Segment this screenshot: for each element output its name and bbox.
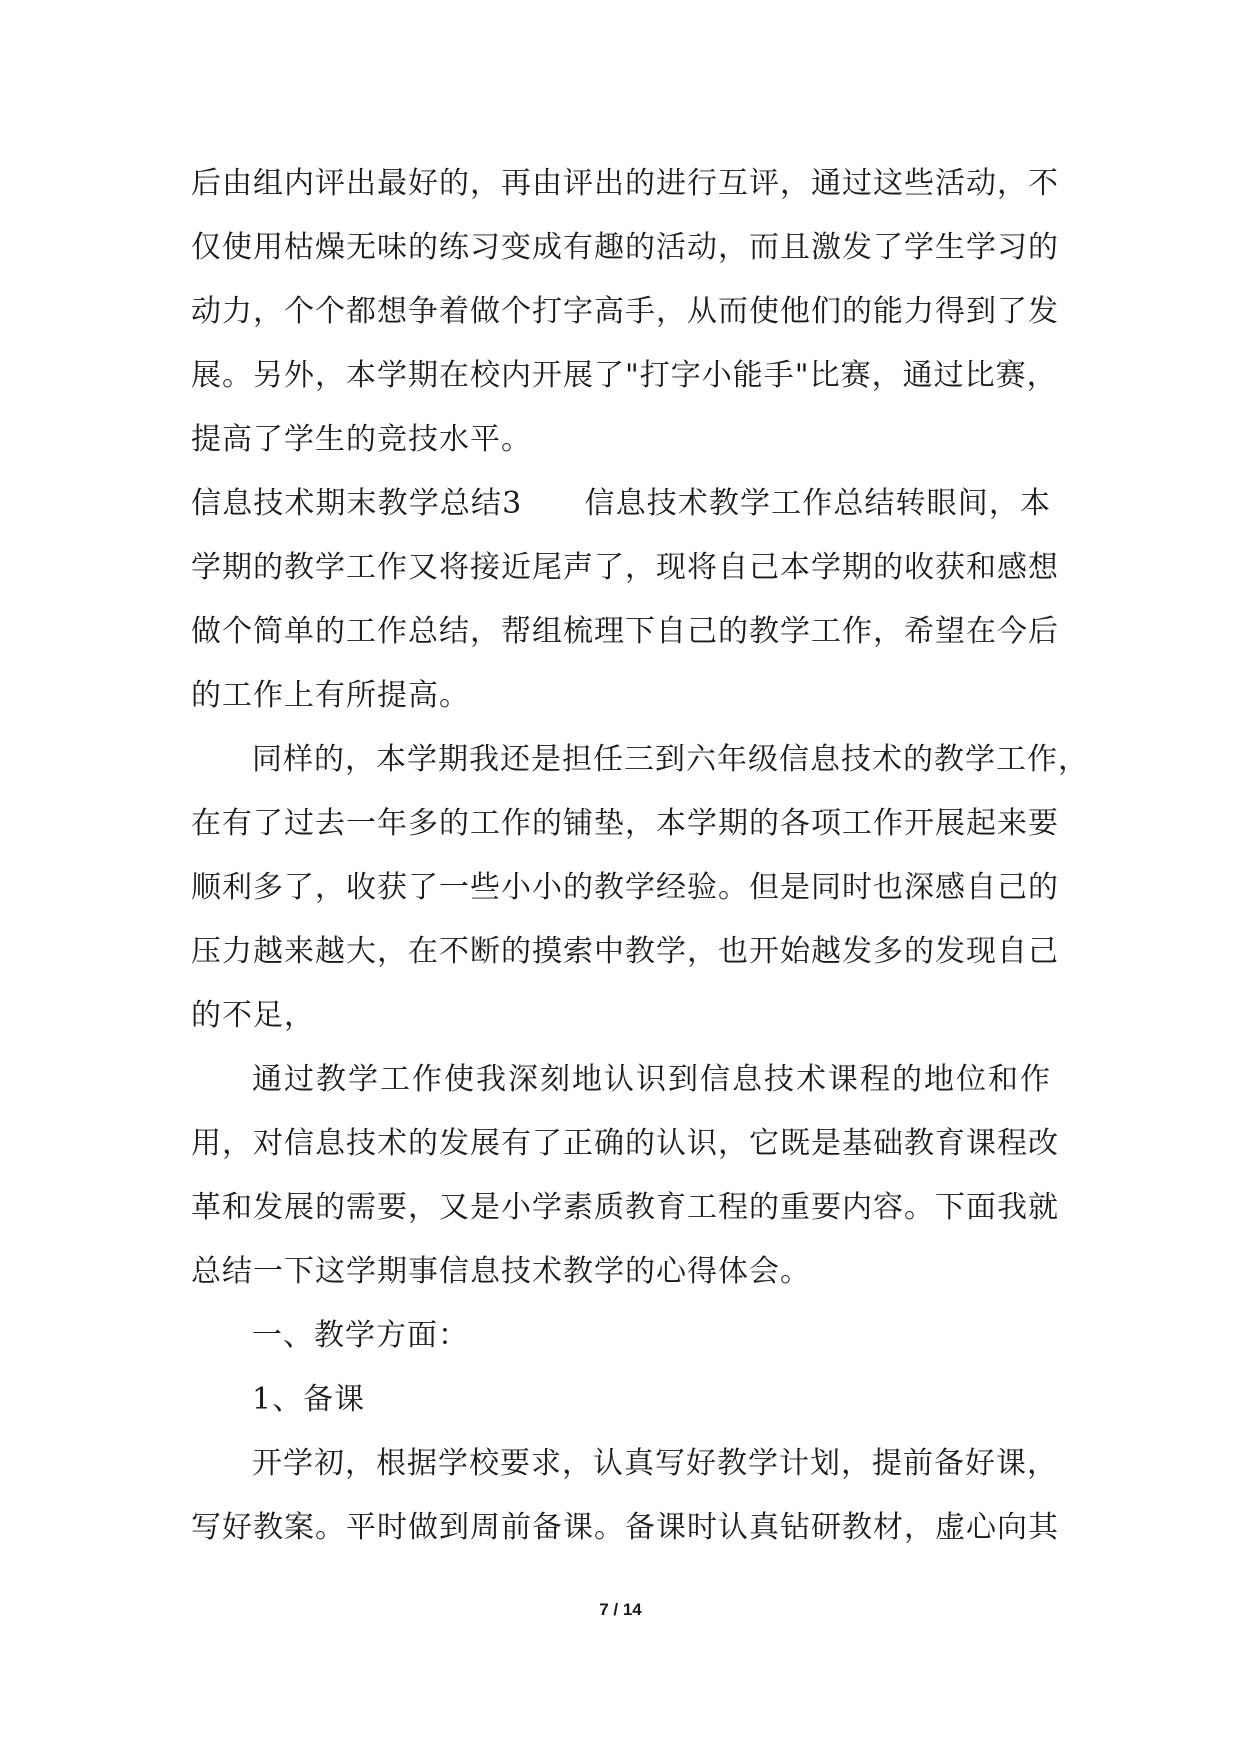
text-line: 动力，个个都想争着做个打字高手，从而使他们的能力得到了发 <box>191 294 1059 329</box>
text-line: 写好教案。平时做到周前备课。备课时认真钻研教材，虚心向其 <box>191 1510 1059 1545</box>
subheading: 一、教学方面： <box>252 1318 469 1353</box>
text-line: 总结一下这学期事信息技术教学的心得体会。 <box>191 1254 811 1289</box>
text-line: 提高了学生的竞技水平。 <box>191 422 532 457</box>
text-line: 的工作上有所提高。 <box>191 678 470 713</box>
text-line: 顺利多了，收获了一些小小的教学经验。但是同时也深感自己的 <box>191 870 1059 905</box>
text-line: 用，对信息技术的发展有了正确的认识，它既是基础教育课程改 <box>191 1126 1059 1161</box>
text-line: 压力越来越大，在不断的摸索中教学，也开始越发多的发现自己 <box>191 934 1059 969</box>
text-line: 做个简单的工作总结，帮组梳理下自己的教学工作，希望在今后 <box>191 614 1059 649</box>
text-line: 的不足， <box>191 998 315 1033</box>
text-line: 革和发展的需要，又是小学素质教育工程的重要内容。下面我就 <box>191 1190 1059 1225</box>
text-line: 仅使用枯燥无味的练习变成有趣的活动，而且激发了学生学习的 <box>191 230 1059 265</box>
page-number: 7 / 14 <box>599 1600 642 1619</box>
paragraph-first-line: 开学初，根据学校要求，认真写好教学计划，提前备好课， <box>252 1446 1058 1481</box>
text-line: 学期的教学工作又将接近尾声了，现将自己本学期的收获和感想 <box>191 550 1059 585</box>
text-line: 在有了过去一年多的工作的铺垫，本学期的各项工作开展起来要 <box>191 806 1059 841</box>
text-line: 展。另外，本学期在校内开展了"打字小能手"比赛，通过比赛， <box>191 358 1058 393</box>
paragraph-first-line: 通过教学工作使我深刻地认识到信息技术课程的地位和作 <box>252 1062 1051 1097</box>
subheading: 1、备课 <box>252 1382 366 1417</box>
paragraph-first-line: 同样的，本学期我还是担任三到六年级信息技术的教学工作， <box>252 742 1089 777</box>
section-heading-line: 信息技术期末教学总结3 信息技术教学工作总结转眼间，本 <box>191 486 1051 521</box>
text-line: 后由组内评出最好的，再由评出的进行互评，通过这些活动，不 <box>191 166 1059 201</box>
